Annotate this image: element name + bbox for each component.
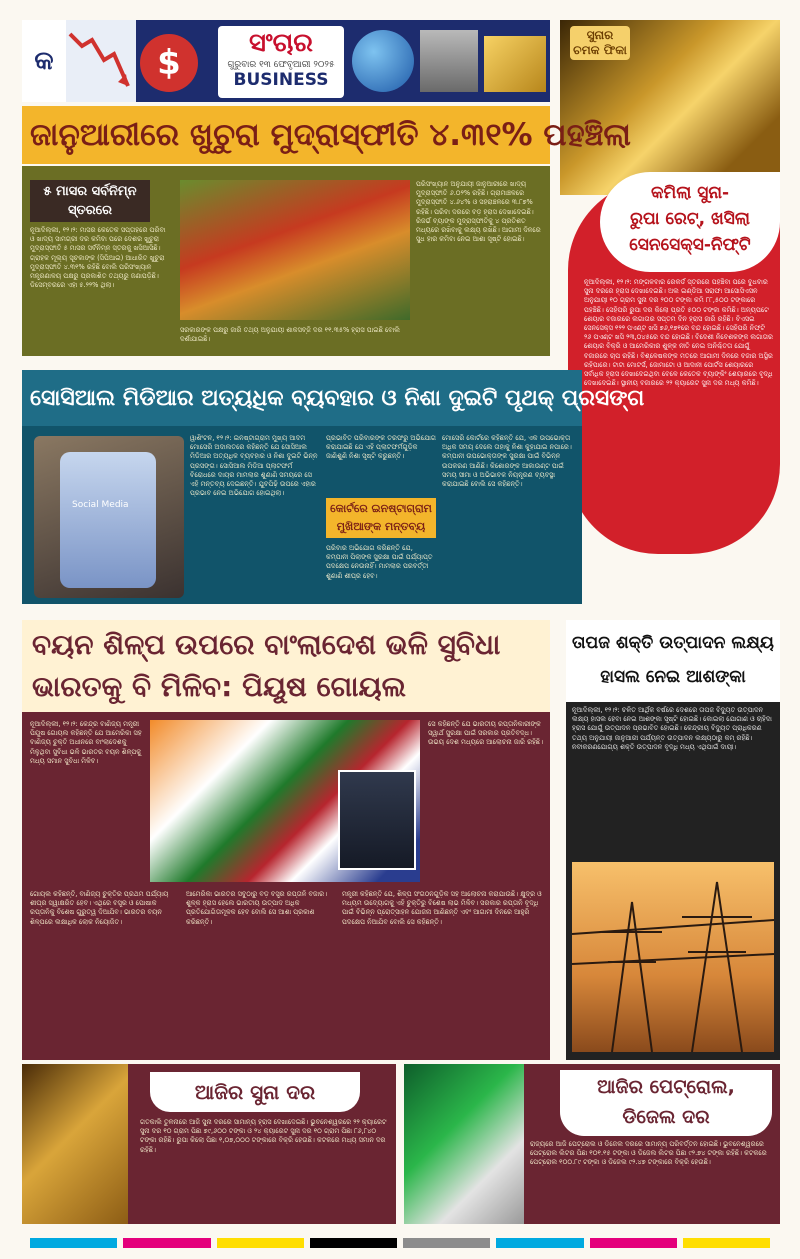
quote-title-line-1: କୋର୍ଟରେ ଇନଷ୍ଟାଗ୍ରାମ xyxy=(330,502,432,515)
fuel-rate-text: ରାଜ୍ୟରେ ଆଜି ପେଟ୍ରୋଲ ଓ ଡିଜେଲ ଦରରେ ସାମାନ୍ୟ ପରିବର୍ତ୍ତନ ହୋଇଛି। ଭୁବନେଶ୍ୱରରେ ପେଟ୍ରୋଲ ଲିଟର ପିଛା ୧୦୧.୧୫ ଟଙ୍କା ଓ ଡିଜେଲ ଲିଟର ପିଛା ୯୨.୭୪ ଟଙ୍କା ରହିଛି। କଟକରେ ପେଟ୍ରୋଲ ୧୦୦.୮୯ ଟଙ୍କା ଓ ଡିଜେଲ ୯୨.୪୭ ଟଙ୍କାରେ ବିକ୍ରି ହେଉଛି। xyxy=(530,1140,767,1167)
gold-rate-headline-block xyxy=(150,1072,360,1112)
gold-tag: ସୁନାର ଚମକ ଫିକା xyxy=(570,26,630,60)
color-swatch xyxy=(310,1238,397,1248)
article3-column-c: ଗୋୟଲ କହିଛନ୍ତି, ବାଣିଜ୍ୟ ଚୁକ୍ତିର ପ୍ରଥମ ପର୍ଯ୍ୟାୟ ଶୀଘ୍ର ସ୍ୱାକ୍ଷରିତ ହେବ। ଏଥିରେ ବସ୍ତ୍ର ଓ ପୋଷାକ ରପ୍ତାନିକୁ ବିଶେଷ ଗୁରୁତ୍ୱ ଦିଆଯିବ। ଭାରତର ବୟନ ଶିଳ୍ପରେ ଲକ୍ଷାଧିକ ଲୋକ ନିୟୋଜିତ। xyxy=(30,890,169,926)
article3-headline-line-1: ବୟନ ଶିଳ୍ପ ଉପରେ ବାଂଲାଦେଶ ଭଳି ସୁବିଧା xyxy=(32,628,501,661)
article2-headline: ସୋସିଆଲ ମିଡିଆର ଅତ୍ୟଧିକ ବ୍ୟବହାର ଓ ନିଶା ଦୁଇଟି ପୃଥକ୍ ପ୍ରସଙ୍ଗ xyxy=(30,385,645,411)
money-bag-icon: $ xyxy=(140,34,198,92)
article3-headline-block xyxy=(22,620,550,712)
color-swatch xyxy=(30,1238,117,1248)
color-swatch xyxy=(683,1238,770,1248)
gold-jewellery-photo xyxy=(22,1064,128,1224)
brand-name: ସଂଚାର xyxy=(248,28,314,58)
fuel-rate-headline-line-2: ଡିଜେଲ ଦର xyxy=(622,1106,710,1128)
brand-logo xyxy=(218,26,344,98)
falling-chart-icon xyxy=(66,20,136,102)
minister-portrait xyxy=(338,770,416,870)
article1-tag: ୫ ମାସର ସର୍ବନିମ୍ନ ସ୍ତରରେ xyxy=(30,180,150,222)
red-headline-line-1: କମିଲା ସୁନା- xyxy=(650,183,730,203)
globe-icon xyxy=(352,30,414,92)
gold-rate-headline: ଆଜିର ସୁନା ଦର xyxy=(194,1080,316,1104)
article3-column-e: ମନ୍ତ୍ରୀ କହିଛନ୍ତି ଯେ, ଶିଳ୍ପ ସଂଗଠନଗୁଡ଼ିକ ସହ ଆଲୋଚନା କରାଯାଉଛି। କ୍ଷୁଦ୍ର ଓ ମଧ୍ୟମ ଉଦ୍ୟୋଗକୁ ଏହି ଚୁକ୍ତିରୁ ବିଶେଷ ଲାଭ ମିଳିବ। ସରକାର ରପ୍ତାନି ବୃଦ୍ଧି ପାଇଁ ବିଭିନ୍ନ ପ୍ରୋତ୍ସାହନ ଯୋଜନା ଆଣିଛନ୍ତି ଏବଂ ଆଗାମୀ ଦିନରେ ଆହୁରି ପଦକ୍ଷେପ ନିଆଯିବ ବୋଲି ସେ କହିଛନ୍ତି। xyxy=(342,890,542,926)
fuel-nozzle-photo xyxy=(404,1064,524,1224)
article4-headline-block xyxy=(566,620,780,702)
quote-title-line-2: ମୁଖିଆଙ୍କ ମନ୍ତବ୍ୟ xyxy=(336,520,426,533)
color-swatch xyxy=(217,1238,304,1248)
article2-column-b: ପ୍ରଭାବିତ ପରିବାରଙ୍କ ତରଫରୁ ଅଭିଯୋଗ କରାଯାଇଛି ଯେ ଏହି ପ୍ଲାଟଫର୍ମଗୁଡ଼ିକ ଜାଣିଶୁଣି ନିଶା ସୃଷ୍ଟି କରୁଛନ୍ତି। xyxy=(326,434,436,461)
article1-column-a: ନୂଆଦିଲ୍ଲୀ, ୧୨।୨: ମାସର କେତେକ ସପ୍ତାହରେ ପରିବା ଓ ଖାଦ୍ୟ ସାମଗ୍ରୀ ଦର କମିବା ପରେ ଦେଶର ଖୁଚୁରା ମୁଦ୍ରାସ୍ଫୀତି ୫ ମାସର ସର୍ବନିମ୍ନ ସ୍ତରକୁ ଖସିଆସିଛି। ଗ୍ରାହକ ମୂଲ୍ୟ ସୂଚକାଙ୍କ (ସିପିଆଇ) ଆଧାରିତ ଖୁଚୁରା ମୁଦ୍ରାସ୍ଫୀତି ୪.୩୧% ରହିଛି ବୋଲି ପରିସଂଖ୍ୟାନ ମନ୍ତ୍ରଣାଳୟ ପକ୍ଷରୁ ପ୍ରକାଶିତ ତଥ୍ୟରୁ ଜଣାପଡ଼ିଛି। ଡିସେମ୍ବରରେ ଏହା ୫.୨୨% ଥିଲା। xyxy=(30,226,166,290)
color-swatch xyxy=(496,1238,583,1248)
power-tower-photo xyxy=(572,862,774,1052)
phone-screen xyxy=(60,452,156,588)
red-headline-line-3: ସେନସେକ୍ସ-ନିଫ୍ଟି xyxy=(629,235,751,255)
issue-date: ଗୁରୁବାର ୧୩ ଫେବୃଆରୀ ୨୦୨୫ xyxy=(227,60,335,70)
red-article-headline xyxy=(600,172,780,272)
article4-text: ନୂଆଦିଲ୍ଲୀ, ୧୨।୨: ଚଳିତ ଆର୍ଥିକ ବର୍ଷରେ ଦେଶରେ ତାପଜ ବିଦ୍ୟୁତ ଉତ୍ପାଦନ ଲକ୍ଷ୍ୟ ହାସଲ ହେବା ନେଇ ଆଶଙ୍କା ସୃଷ୍ଟି ହୋଇଛି। କୋଇଲା ଯୋଗାଣ ଓ ଚାହିଦା ହ୍ରାସ ଯୋଗୁଁ ଉତ୍ପାଦନ ପ୍ରଭାବିତ ହୋଇଛି। କେନ୍ଦ୍ରୀୟ ବିଦ୍ୟୁତ ପ୍ରାଧିକରଣ ତଥ୍ୟ ଅନୁଯାୟୀ ଜାନୁଆରୀ ପର୍ଯ୍ୟନ୍ତ ଉତ୍ପାଦନ ଲକ୍ଷ୍ୟଠାରୁ କମ୍ ରହିଛି। ନବୀକରଣଯୋଗ୍ୟ ଶକ୍ତି ଉତ୍ପାଦନ ବୃଦ୍ଧି ମଧ୍ୟ ଏଥିପାଇଁ ଦାୟୀ। xyxy=(572,706,772,751)
article1-column-c: ସରକାରଙ୍କ ପକ୍ଷରୁ ଜାରି ତଥ୍ୟ ଅନୁଯାୟୀ ଶାକସବ୍ଜି ଦର ୧୧.୩୫% ହ୍ରାସ ପାଇଛି ବୋଲି ଦର୍ଶାଯାଇଛି। xyxy=(180,326,401,344)
article3-column-b: ସେ କହିଛନ୍ତି ଯେ ଭାରତୀୟ ରପ୍ତାନିକାରୀଙ୍କ ସ୍ୱାର୍ଥ ସୁରକ୍ଷା ପାଇଁ ସରକାର ପ୍ରତିବଦ୍ଧ। ଉଭୟ ଦେଶ ମଧ୍ୟରେ ଆଲୋଚନା ଜାରି ରହିଛି। xyxy=(428,720,544,747)
article2-column-c: ପରିବାର ଅଭିଯୋଗ କରିଛନ୍ତି ଯେ, କମ୍ପାନୀ ପିଲାଙ୍କ ସୁରକ୍ଷା ପାଇଁ ପର୍ଯ୍ୟାପ୍ତ ପଦକ୍ଷେପ ନେଉନାହିଁ। ମାମଲାର ପରବର୍ତ୍ତୀ ଶୁଣାଣି ଶୀଘ୍ର ହେବ। xyxy=(326,544,433,580)
color-swatch xyxy=(590,1238,677,1248)
article3-column-d: ଆମେରିକା ଭାରତର ସବୁଠାରୁ ବଡ଼ ବସ୍ତ୍ର ରପ୍ତାନି ବଜାର। ଶୁଳ୍କ ହ୍ରାସ ହେଲେ ଭାରତୀୟ ଉତ୍ପାଦ ଅଧିକ ପ୍ରତିଯୋଗିତାମୂଳକ ହେବ ବୋଲି ସେ ଆଶା ପ୍ରକାଶ କରିଛନ୍ତି। xyxy=(186,890,328,926)
masthead xyxy=(22,20,550,102)
article3-headline-line-2: ଭାରତକୁ ବି ମିଳିବ: ପିୟୂଷ ଗୋୟଲ xyxy=(32,670,406,703)
article2-column-d: ମୋସେରି କୋର୍ଟରେ କହିଛନ୍ତି ଯେ, ଏକ ଉପଭୋକ୍ତା ଅଧିକ ସମୟ ଦେଲେ ତାହାକୁ ନିଶା କୁହାଯାଇ ନପାରେ। କମ୍ପାନୀ ଉପଭୋକ୍ତାଙ୍କ ସୁରକ୍ଷା ପାଇଁ ବିଭିନ୍ନ ଉପକରଣ ଆଣିଛି। କିଶୋରଙ୍କ ଆକାଉଣ୍ଟ ପାଇଁ ସମୟ ସୀମା ଓ ଅଭିଭାବକ ନିୟନ୍ତ୍ରଣ ବ୍ୟବସ୍ଥା କରାଯାଇଛି ବୋଲି ସେ କହିଛନ୍ତି। xyxy=(442,434,572,489)
article1-headline: ଜାନୁଆରୀରେ ଖୁଚୁରା ମୁଦ୍ରାସ୍ଫୀତି ୪.୩୧% ପହଞ୍ଚିଲା xyxy=(30,116,631,153)
section-letter: କ xyxy=(22,20,66,102)
color-swatch xyxy=(123,1238,210,1248)
fuel-rate-headline-block xyxy=(560,1070,772,1136)
article2-headline-bar xyxy=(22,370,645,426)
red-article-body: ନୂଆଦିଲ୍ଲୀ, ୧୨।୨: ମଙ୍ଗଳବାର ରେକର୍ଡ ସ୍ତରରେ ପହଞ୍ଚିବା ପରେ ବୁଧବାର ସୁନା ଦରରେ ହ୍ରାସ ଦେଖାଦେଇଛି। ଅଲ ଇଣ୍ଡିଆ ସରାଫା ଆସୋସିଏସନ ଅନୁଯାୟୀ ୧୦ ଗ୍ରାମ ସୁନା ଦର ୨୦୦ ଟଙ୍କା କମି ୮୮,୫୦୦ ଟଙ୍କାରେ ପହଞ୍ଚିଛି। ସେହିପରି ରୁପା ଦର କିଲୋ ପ୍ରତି ୫୦୦ ଟଙ୍କା କମିଛି। ଅନ୍ୟପଟେ ଶେୟାର ବଜାରରେ ଲଗାତାର ସପ୍ତମ ଦିନ ହ୍ରାସ ଜାରି ରହିଛି। ବିଏସଇ ସେନସେକ୍ସ ୧୨୨ ପଏଣ୍ଟ ଖସି ୭୬,୧୭୧ରେ ବନ୍ଦ ହୋଇଛି। ସେହିପରି ନିଫ୍ଟି ୨୬ ପଏଣ୍ଟ ଖସି ୨୩,୦୪୫ରେ ବନ୍ଦ ହୋଇଛି। ବିଦେଶୀ ନିବେଶକଙ୍କ ଲଗାତାର ଶେୟାର ବିକ୍ରି ଓ ଆମେରିକାର ଶୁଳ୍କ ନୀତି ନେଇ ଅନିଶ୍ଚିତତା ଯୋଗୁଁ ବଜାରରେ ଚାପ ରହିଛି। ବିଶ୍ଳେଷକଙ୍କ ମତରେ ଆଗାମୀ ଦିନରେ ବଜାର ଅସ୍ଥିର ରହିପାରେ। ଟାଟା ମୋଟର୍ସ, ଜୋମାଟୋ ଓ ଆଦାନୀ ପୋର୍ଟସ ଶେୟାରରେ ସର୍ବାଧିକ ହ୍ରାସ ଦେଖାଦେଇଥିବା ବେଳେ କେତେକ ବ୍ୟାଙ୍କିଂ ଶେୟାରରେ ବୃଦ୍ଧି ଦେଖାଦେଇଛି। ସ୍ଥାନୀୟ ବଜାରରେ ୨୨ କ୍ୟାରେଟ ସୁନା ଦର ମଧ୍ୟ କମିଛି। xyxy=(584,278,773,388)
article2-column-a: ୱାଶିଂଟନ, ୧୨।୨: ଇନଷ୍ଟାଗ୍ରାମ ମୁଖ୍ୟ ଆଦମ ମୋସେରି ଅଦାଲତରେ କହିଛନ୍ତି ଯେ ସୋସିଆଲ ମିଡିଆର ଅତ୍ୟଧିକ ବ୍ୟବହାର ଓ ନିଶା ଦୁଇଟି ଭିନ୍ନ ପ୍ରସଙ୍ଗ। ସୋସିଆଲ ମିଡିଆ ପ୍ଲାଟଫର୍ମ ବିରୋଧରେ ଦାୟର ମାମଲାର ଶୁଣାଣି ସମୟରେ ସେ ଏହି ମନ୍ତବ୍ୟ ଦେଇଛନ୍ତି। ଯୁବପିଢ଼ି ଉପରେ ଏହାର ପ୍ରଭାବ ନେଇ ଅଭିଯୋଗ ହୋଇଥିଲା। xyxy=(190,434,318,498)
vegetable-market-photo xyxy=(180,180,410,320)
social-media-label: Social Media xyxy=(72,500,129,510)
gold-bars-image xyxy=(484,36,546,92)
fuel-rate-headline-line-1: ଆଜିର ପେଟ୍ରୋଲ, xyxy=(597,1076,735,1098)
red-headline-line-2: ରୁପା ରେଟ୍, ଖସିଲା xyxy=(630,209,750,229)
article1-column-b: ପରିସଂଖ୍ୟାନ ଅନୁଯାୟୀ ଜାନୁଆରୀରେ ଖାଦ୍ୟ ମୁଦ୍ରାସ୍ଫୀତି ୬.୦୨% ରହିଛି। ଗ୍ରାମାଞ୍ଚଳରେ ମୁଦ୍ରାସ୍ଫୀତି ୪.୬୪% ଓ ସହରାଞ୍ଚଳରେ ୩.୮୭% ରହିଛି। ପରିବା ଦରରେ ବଡ଼ ହ୍ରାସ ଦେଖାଦେଇଛି। ରିଜର୍ଭ ବ୍ୟାଙ୍କ ମୁଦ୍ରାସ୍ଫୀତିକୁ ୪ ପ୍ରତିଶତ ମଧ୍ୟରେ ରଖିବାକୁ ଲକ୍ଷ୍ୟ ରଖିଛି। ଆଗାମୀ ଦିନରେ ସୁଧ ହାର କମିବା ନେଇ ଆଶା ସୃଷ୍ଟି ହୋଇଛି। xyxy=(416,180,541,244)
article1-headline-bar xyxy=(22,106,631,164)
article3-column-a: ନୂଆଦିଲ୍ଲୀ, ୧୨।୨: କେନ୍ଦ୍ର ବାଣିଜ୍ୟ ମନ୍ତ୍ରୀ ପିୟୂଷ ଗୋୟଲ କହିଛନ୍ତି ଯେ ଆମେରିକା ସହ ବାଣିଜ୍ୟ ଚୁକ୍ତି ଅଧୀନରେ ବାଂଲାଦେଶକୁ ମିଳୁଥିବା ସୁବିଧା ଭଳି ଭାରତର ବୟନ ଶିଳ୍ପକୁ ମଧ୍ୟ ସମାନ ସୁବିଧା ମିଳିବ। xyxy=(30,720,142,765)
print-color-bar xyxy=(30,1238,770,1248)
coins-image xyxy=(420,30,478,92)
article4-headline-line-1: ତାପଜ ଶକ୍ତି ଉତ୍ପାଦନ ଲକ୍ଷ୍ୟ xyxy=(572,633,774,653)
section-title: BUSINESS xyxy=(233,70,329,90)
article4-headline-line-2: ହାସଲ ନେଇ ଆଶଙ୍କା xyxy=(600,667,746,687)
article2-quote-box xyxy=(326,498,436,538)
color-swatch xyxy=(403,1238,490,1248)
gold-rate-text: ଗତକାଲି ତୁଳନାରେ ଆଜି ସୁନା ଦରରେ ସାମାନ୍ୟ ହ୍ରାସ ଦେଖାଦେଇଛି। ଭୁବନେଶ୍ୱରରେ ୨୨ କ୍ୟାରେଟ ସୁନା ଦର ୧୦ ଗ୍ରାମ ପିଛା ୭୯,୬୦୦ ଟଙ୍କା ଓ ୨୪ କ୍ୟାରେଟ ସୁନା ଦର ୧୦ ଗ୍ରାମ ପିଛା ୮୬,୮୪୦ ଟଙ୍କା ରହିଛି। ରୁପା କିଲୋ ପିଛା ୧,୦୭,୦୦୦ ଟଙ୍କାରେ ବିକ୍ରି ହେଉଛି। କଟକରେ ମଧ୍ୟ ସମାନ ଦର ରହିଛି। xyxy=(140,1118,387,1154)
